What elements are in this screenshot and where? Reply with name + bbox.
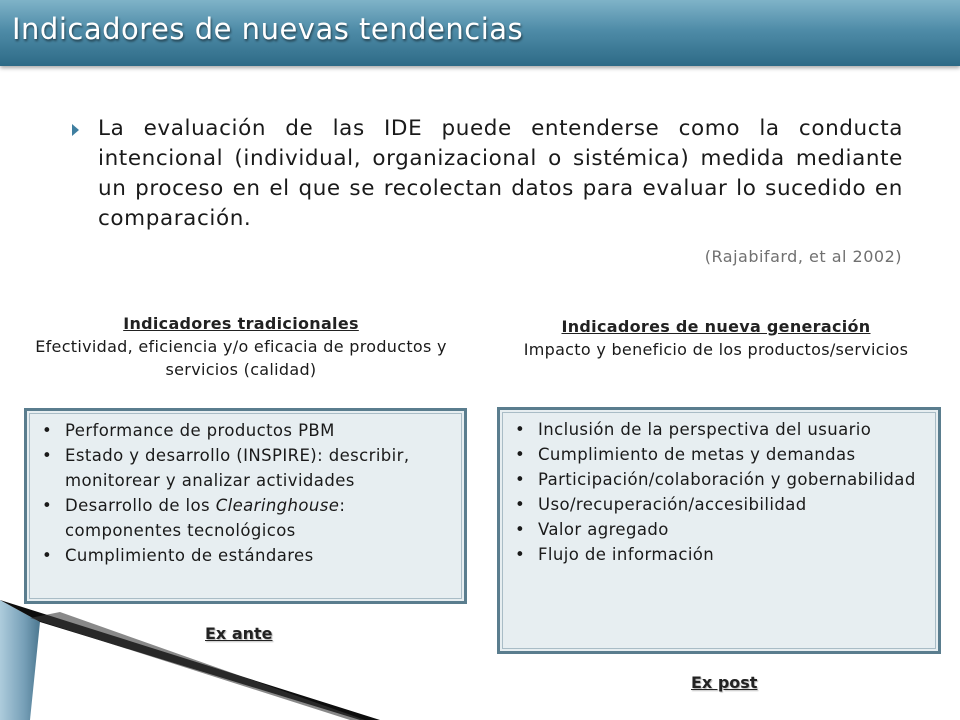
decorative-swoosh	[0, 560, 960, 720]
traditional-indicators-header	[21, 312, 461, 381]
new-gen-indicators-subheading: Impacto y beneficio de los productos/servicios	[523, 340, 909, 359]
list-item: • Performance de productos PBM	[27, 418, 464, 443]
list-item: • Uso/recuperación/accesibilidad	[500, 492, 926, 517]
new-gen-indicators-header	[496, 315, 936, 361]
definition-quote: La evaluación de las IDE puede entenderse como la conducta intencional (individual, organizacional o sistémica) medida mediante un proceso en el que se recolectan datos para evaluar lo sucedido en comparación.	[98, 116, 903, 231]
list-item: • Flujo de información	[500, 542, 926, 567]
traditional-indicators-subheading: Efectividad, eficiencia y/o eficacia de productos y servicios (calidad)	[35, 337, 447, 379]
citation: (Rajabifard, et al 2002)	[704, 247, 902, 266]
ex-ante-label: Ex ante	[205, 624, 273, 643]
ex-post-label: Ex post	[691, 673, 758, 692]
list-item: • Cumplimiento de metas y demandas	[500, 442, 926, 467]
list-item: • Valor agregado	[500, 517, 926, 542]
new-gen-indicators-heading: Indicadores de nueva generación	[561, 317, 871, 336]
traditional-indicators-list	[27, 418, 464, 568]
list-item-text: : componentes tecnológicos	[65, 496, 346, 540]
title-bar	[0, 0, 960, 66]
arrow-bullet-icon	[72, 124, 79, 136]
list-item-text: Desarrollo de los	[65, 496, 216, 515]
list-item: • Inclusión de la perspectiva del usuario	[500, 417, 926, 442]
list-item	[27, 493, 464, 543]
list-item-italic: Clearinghouse	[215, 496, 340, 515]
list-item: • Cumplimiento de estándares	[27, 543, 464, 568]
traditional-indicators-heading: Indicadores tradicionales	[123, 314, 359, 333]
list-item: • Estado y desarrollo (INSPIRE): describir, monitorear y analizar actividades	[27, 443, 464, 493]
list-item: • Participación/colaboración y gobernabilidad	[500, 467, 926, 492]
new-gen-indicators-list	[500, 417, 926, 567]
slide-title: Indicadores de nuevas tendencias	[12, 12, 524, 46]
